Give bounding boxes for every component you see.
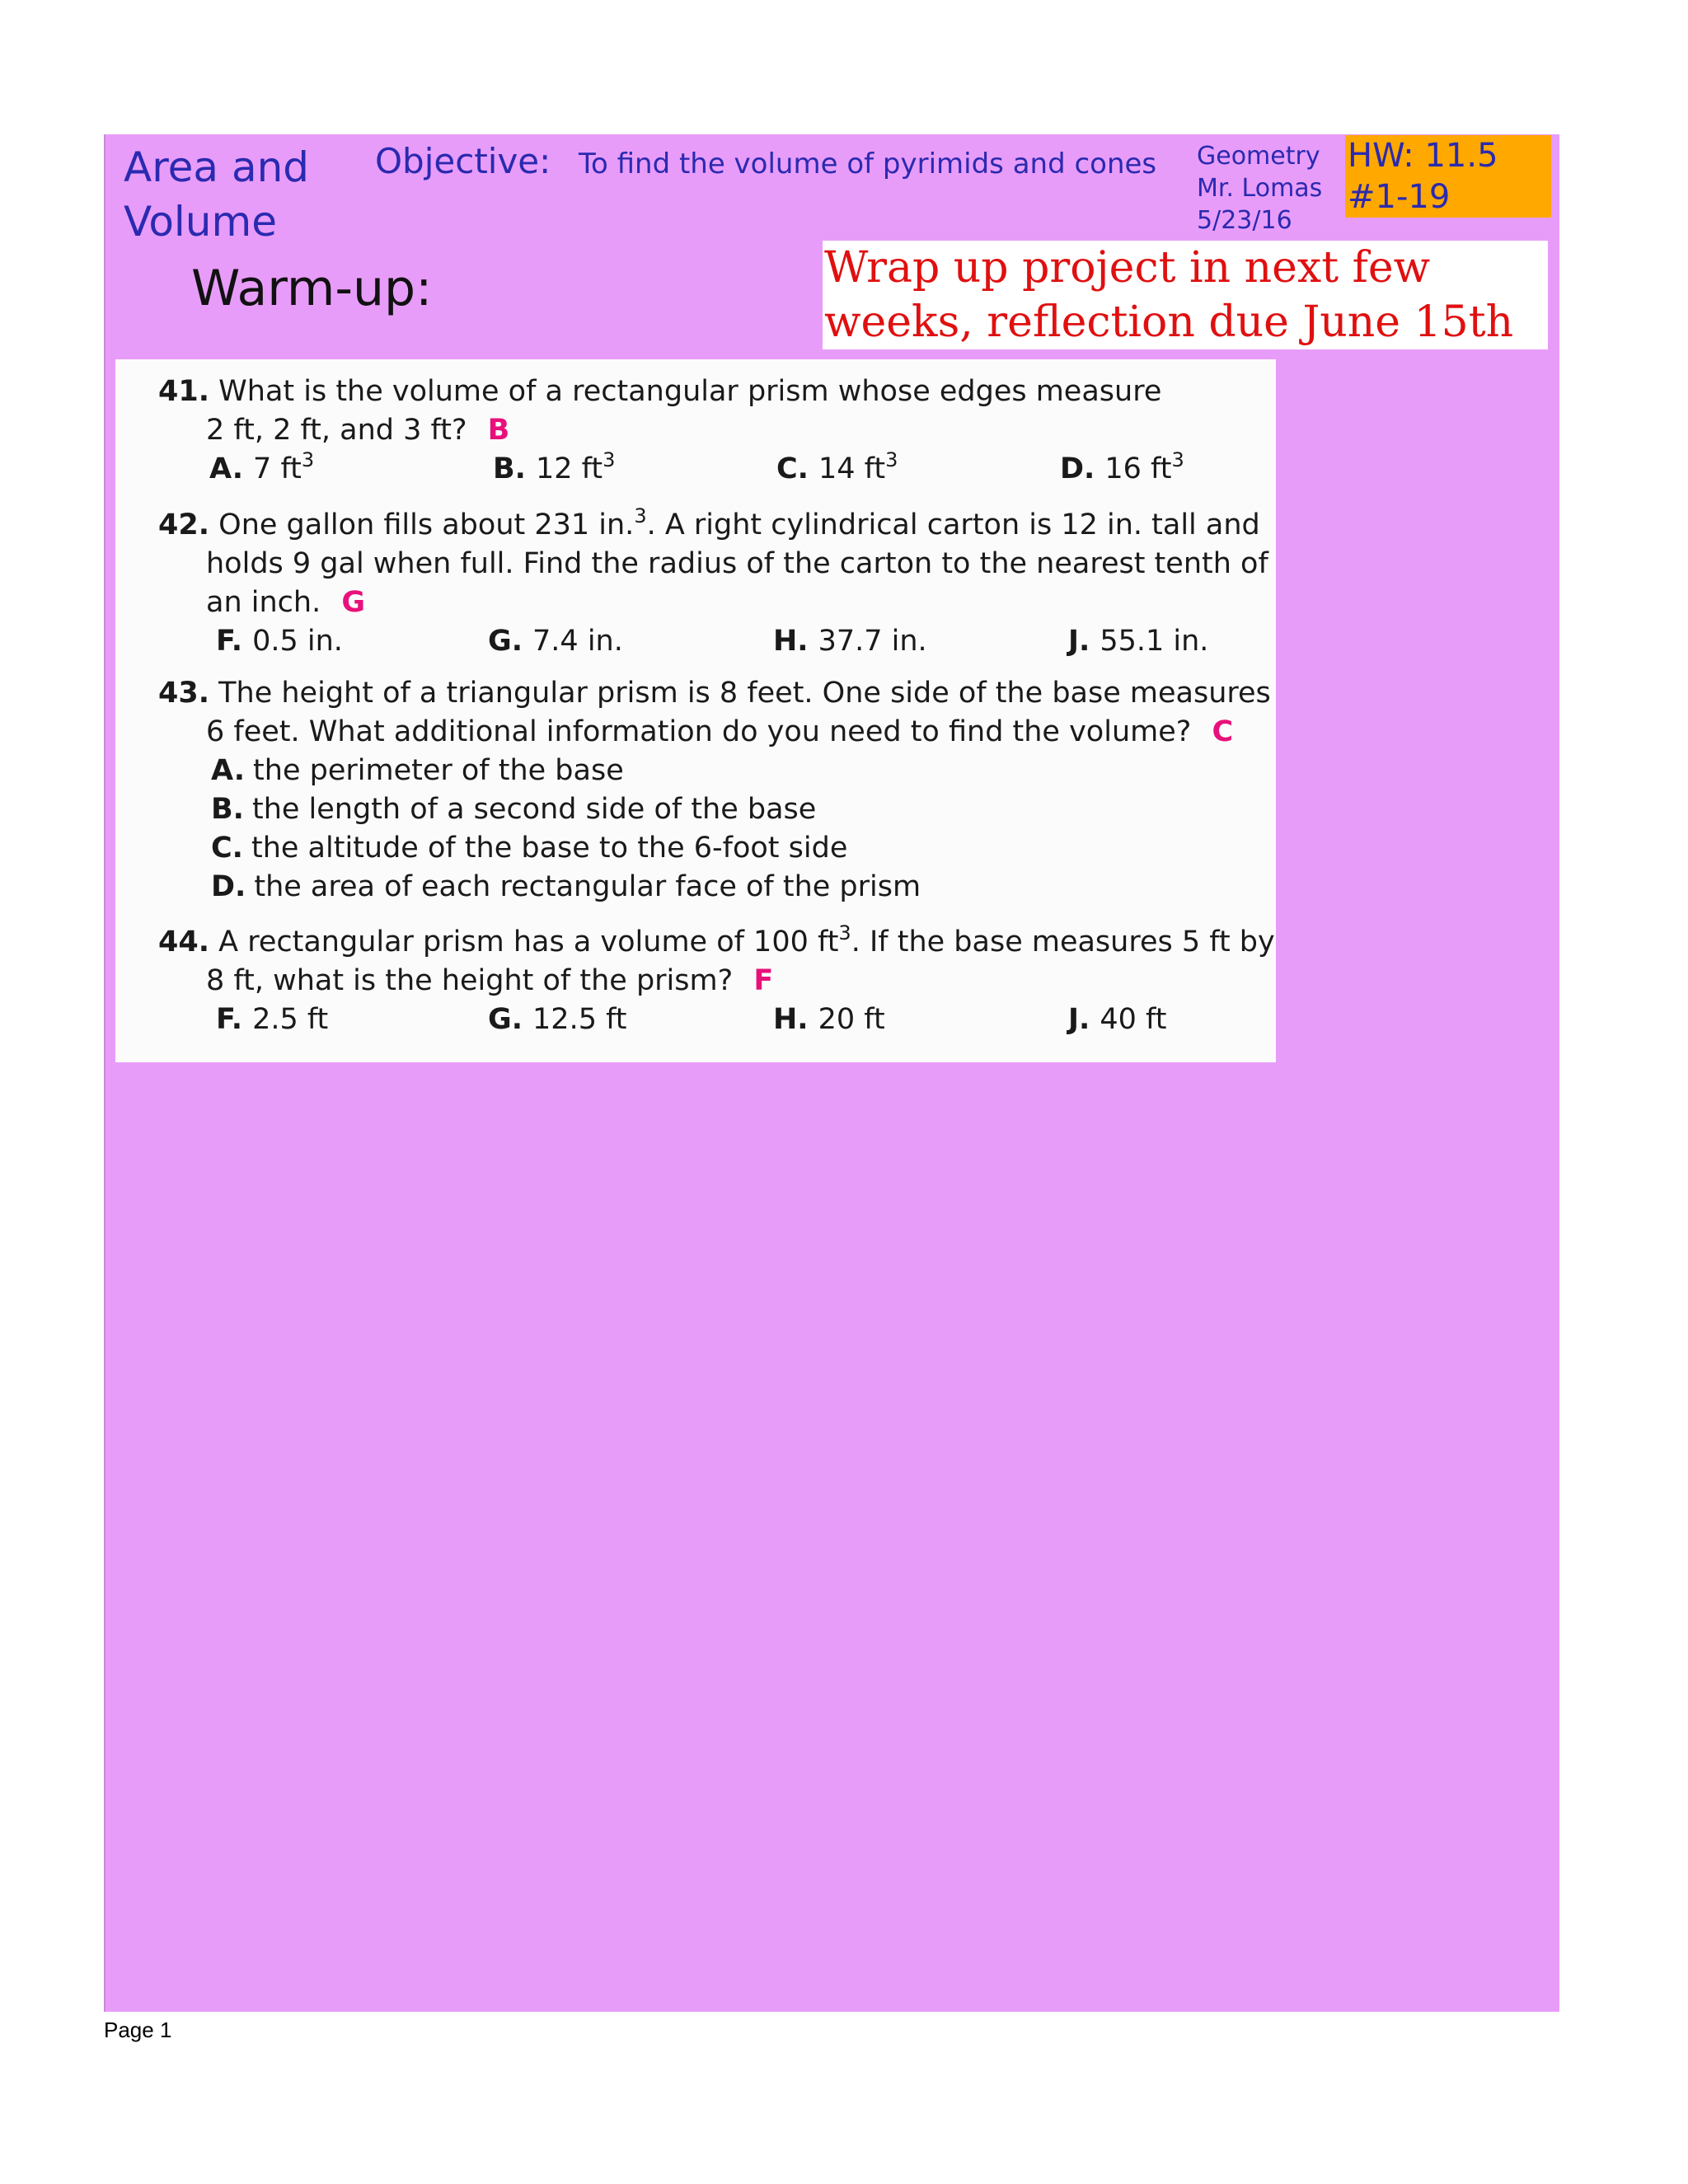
- problem-number: 43.: [158, 677, 210, 710]
- problem-text: One gallon fills about 231 in.$^3$. A right cylindrical carton is 12 in. tall and: [218, 504, 1260, 541]
- problem-44: [158, 921, 1275, 1039]
- answer-mark: F: [753, 964, 774, 997]
- choice-h: H. 37.7 in.: [773, 625, 927, 658]
- page-number: Page 1: [104, 2018, 172, 2042]
- choice-g: G. 12.5 ft: [488, 1003, 627, 1036]
- teacher-name: Mr. Lomas: [1197, 174, 1323, 203]
- choice-d: D. 16 $ft^3$: [1060, 448, 1184, 485]
- choice-g: G. 7.4 in.: [488, 625, 623, 658]
- lesson-title-line2: Volume: [124, 198, 277, 246]
- choice-f: F. 2.5 ft: [216, 1003, 329, 1036]
- choice-c: C. 14 $ft^3$: [776, 448, 898, 485]
- problem-number: 41.: [158, 375, 210, 408]
- choice-a: A. 7 $ft^3$: [209, 448, 315, 485]
- announcement-line2: weeks, reflection due June 15th: [824, 298, 1514, 347]
- problem-text: A rectangular prism has a volume of 100 $ft^3$. If the base measures 5 ft by: [218, 921, 1275, 958]
- problem-43: [158, 674, 1271, 907]
- choice-h: H. 20 ft: [773, 1003, 885, 1036]
- choice-b: B. 12 $ft^3$: [493, 448, 616, 485]
- announcement-box: [823, 241, 1548, 349]
- choice-f: F. 0.5 in.: [216, 625, 343, 658]
- answer-choices: [158, 1001, 1263, 1039]
- problem-text: an inch.: [206, 586, 321, 619]
- choice-j: J. 55.1 in.: [1068, 625, 1209, 658]
- homework-box: [1345, 135, 1551, 218]
- course-name: Geometry: [1197, 142, 1320, 171]
- option-d: D. the area of each rectangular face of the prism: [211, 870, 921, 903]
- answer-choices: [158, 622, 1263, 661]
- problem-number: 42.: [158, 509, 210, 541]
- problem-text: 2 ft, 2 ft, and 3 ft?: [206, 414, 467, 447]
- announcement-line1: Wrap up project in next few: [824, 243, 1431, 293]
- answer-mark: C: [1212, 715, 1234, 748]
- answer-mark: G: [341, 586, 366, 619]
- objective-text: To find the volume of pyrimids and cones: [579, 148, 1157, 180]
- answer-mark: B: [487, 414, 510, 447]
- lesson-title: [124, 140, 354, 249]
- course-info: [1197, 140, 1345, 237]
- problem-text: 8 ft, what is the height of the prism?: [206, 964, 734, 997]
- problem-42: [158, 504, 1268, 661]
- warmup-heading: Warm-up:: [191, 260, 433, 317]
- objective-label: Objective:: [375, 141, 551, 181]
- option-a: A. the perimeter of the base: [211, 754, 624, 787]
- problem-number: 44.: [158, 926, 210, 958]
- homework-line2: #1-19: [1348, 178, 1451, 216]
- problem-text: The height of a triangular prism is 8 feet. One side of the base measures: [218, 677, 1271, 710]
- choice-j: J. 40 ft: [1068, 1003, 1167, 1036]
- problem-41: [158, 373, 1263, 489]
- homework-line1: HW: 11.5: [1348, 137, 1498, 175]
- option-b: B. the length of a second side of the base: [211, 793, 817, 826]
- warmup-problems-image: [115, 359, 1276, 1062]
- problem-text: What is the volume of a rectangular prism whose edges measure: [218, 375, 1162, 408]
- problem-text: holds 9 gal when full. Find the radius of the carton to the nearest tenth of: [206, 547, 1268, 580]
- lesson-title-line1: Area and: [124, 143, 310, 191]
- option-c: C. the altitude of the base to the 6-foot side: [211, 832, 848, 865]
- lesson-date: 5/23/16: [1197, 206, 1292, 235]
- problem-text: 6 feet. What additional information do you need to find the volume?: [206, 715, 1192, 748]
- answer-choices: [158, 450, 1263, 489]
